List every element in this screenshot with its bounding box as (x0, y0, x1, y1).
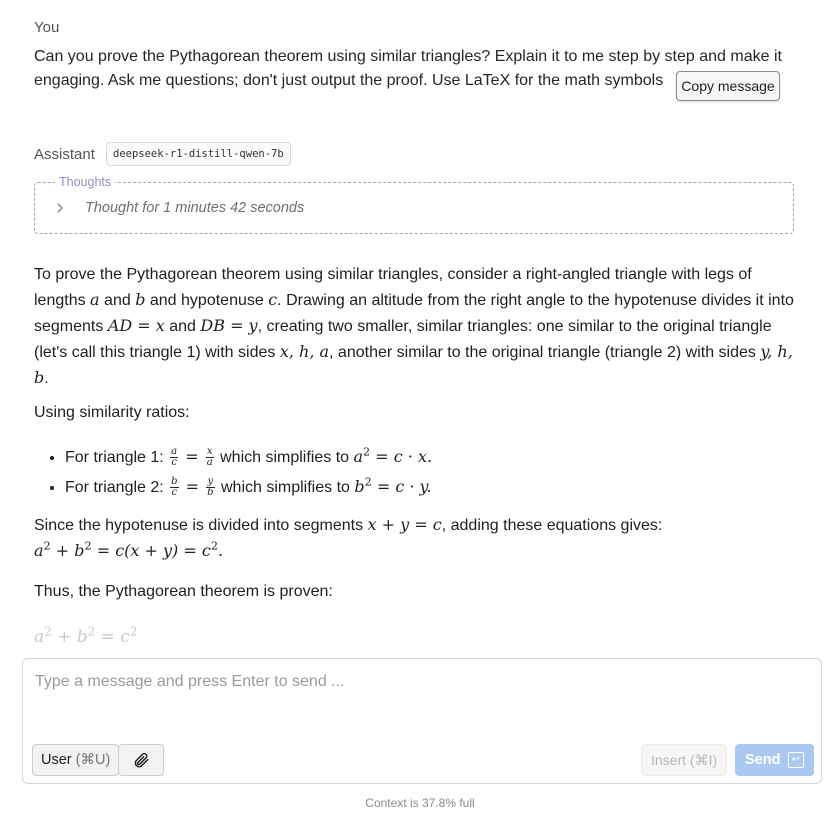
ratio-list (34, 442, 432, 502)
message-input[interactable] (35, 673, 795, 691)
math-inline: = c · y (371, 477, 427, 496)
text-run: Since the hypotenuse is divided into segments (34, 517, 368, 534)
math-inline: DB = y (200, 316, 258, 335)
fraction (206, 477, 214, 498)
text-run: . Drawing an altitude from the right angle to the hypotenuse divides it into segments (34, 292, 794, 335)
math-inline: x + y = c (367, 515, 442, 534)
math-inline: a (90, 290, 100, 309)
math-exponent: 2 (43, 539, 51, 553)
assistant-answer (34, 262, 796, 647)
math-inline: = c · x (370, 447, 427, 466)
math-exponent: 2 (87, 624, 96, 639)
thoughts-panel[interactable] (34, 175, 794, 234)
paperclip-icon (132, 751, 150, 769)
math-inline: + b (50, 541, 85, 560)
text-run: To prove the Pythagorean theorem using similar triangles, consider a right-angled triangle with legs of lengths (34, 266, 752, 309)
fraction-denominator: a (206, 457, 213, 469)
message-composer (22, 658, 822, 784)
math-exponent: 2 (129, 624, 138, 639)
text-run: and hypotenuse (145, 292, 269, 309)
role-toggle-button[interactable] (32, 744, 119, 776)
model-badge: deepseek-r1-distill-qwen-7b (106, 142, 291, 166)
fraction-denominator: b (207, 487, 214, 499)
fraction (170, 477, 178, 498)
text-run: and (99, 292, 136, 309)
math-exponent: 2 (363, 445, 371, 459)
role-label: User (41, 752, 72, 768)
fraction (206, 447, 214, 468)
math-inline: . (426, 477, 432, 496)
math-operator: = (180, 447, 204, 466)
text-run: , creating two smaller, similar triangles: one similar to the original triangle (let's call this triangle 1) with sides (34, 318, 772, 361)
chevron-right-icon[interactable] (55, 196, 69, 220)
thoughts-summary: Thought for 1 minutes 42 seconds (85, 200, 305, 216)
math-operator: = (180, 477, 205, 496)
fraction-denominator: c (171, 487, 178, 499)
text-run: which simplifies to (215, 449, 354, 466)
math-inline: a (34, 541, 44, 560)
math-inline: a (353, 447, 364, 466)
copy-message-button[interactable]: Copy message (676, 71, 780, 101)
math-exponent: 2 (84, 539, 92, 553)
math-inline: . (217, 541, 224, 560)
text-run: For triangle 1: (65, 449, 169, 466)
thoughts-title: Thoughts (55, 174, 115, 190)
text-run: and (164, 318, 201, 335)
text-run: For triangle 2: (65, 479, 169, 496)
math-inline: b (354, 477, 365, 496)
text-run: , adding these equations gives: (441, 517, 663, 534)
math-inline: b (135, 290, 146, 309)
math-inline: AD = x (107, 316, 165, 335)
answer-paragraph-sum (34, 512, 796, 564)
role-shortcut-hint: (⌘U) (75, 752, 111, 768)
math-inline: + b (51, 627, 88, 647)
math-exponent: 2 (44, 624, 52, 639)
math-inline: c (268, 290, 278, 309)
list-item (65, 472, 432, 502)
fraction-numerator: a (171, 446, 178, 458)
text-run: which simplifies to (216, 479, 355, 496)
math-inline: a (34, 627, 45, 647)
math-inline: = c(x + y) = c (91, 541, 211, 560)
text-run: . (44, 370, 49, 387)
fraction-numerator: x (206, 446, 213, 458)
user-sender-label: You (34, 19, 60, 36)
answer-paragraph-conclusion: Thus, the Pythagorean theorem is proven: (34, 583, 333, 600)
math-inline: = c (95, 627, 130, 647)
final-formula (34, 626, 137, 648)
assistant-sender-label: Assistant (34, 146, 95, 163)
fraction-numerator: y (207, 476, 214, 488)
math-exponent: 2 (364, 475, 372, 489)
enter-key-icon: ↩ (788, 752, 804, 768)
user-message-text: Can you prove the Pythagorean theorem using similar triangles? Explain it to me step by step and make it engaging. Ask me questions; don't just output the proof. Use LaTeX for the math symbols (34, 48, 782, 89)
send-label: Send (745, 752, 781, 768)
insert-button[interactable]: Insert (⌘I) (641, 744, 727, 776)
fraction-denominator: c (171, 457, 177, 469)
math-inline: x, h, a (279, 342, 330, 361)
fraction-numerator: b (171, 476, 178, 488)
list-item (65, 442, 432, 472)
text-run: , another similar to the original triangle (triangle 2) with sides (329, 344, 761, 361)
answer-paragraph-ratios: Using similarity ratios: (34, 404, 190, 421)
attach-button[interactable] (118, 744, 164, 776)
answer-paragraph-intro (34, 262, 796, 391)
context-status: Context is 37.8% full (365, 796, 475, 810)
math-inline: y, h, b (34, 342, 793, 387)
math-inline: . (427, 447, 433, 466)
fraction (170, 447, 178, 468)
send-button[interactable] (735, 744, 814, 776)
math-exponent: 2 (210, 539, 218, 553)
